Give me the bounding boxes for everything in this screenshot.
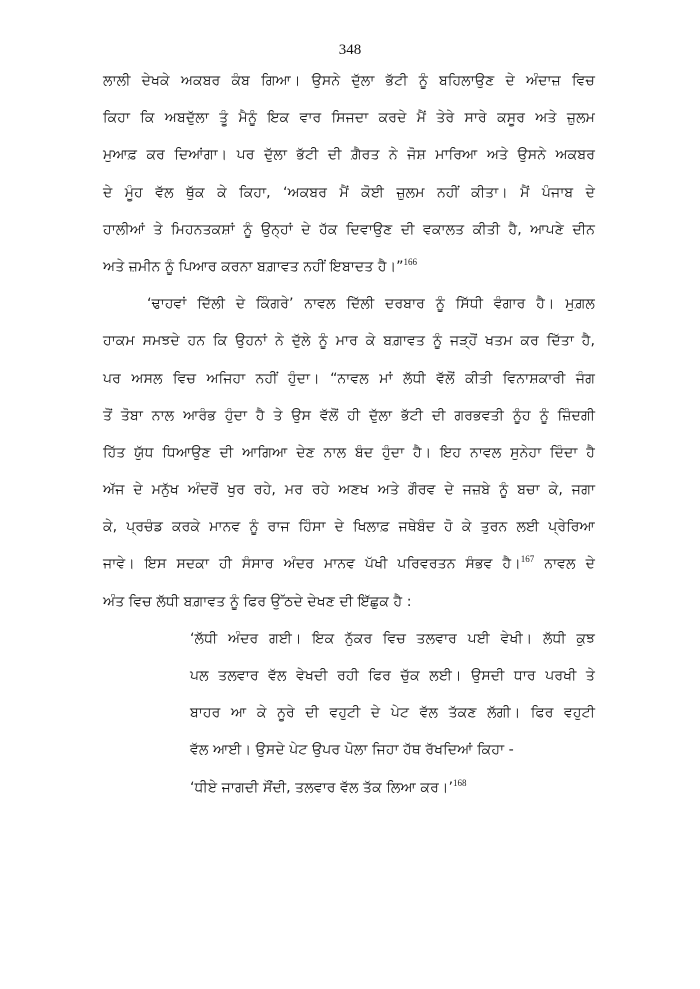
text-line: ਅੰਤ ਵਿਚ ਲੱਧੀ ਬਗ਼ਾਵਤ ਨੂੰ ਫਿਰ ਉੱਠਦੇ ਦੇਖਣ ਦੀ ਇੱਛੁਕ ਹੈ :	[103, 593, 412, 610]
footnote-ref-167: 167	[520, 554, 535, 565]
quote-line: ਵੱਲ ਆਈ। ਉਸਦੇ ਪੇਟ ਉਪਰ ਪੋਲਾ ਜਿਹਾ ਹੱਥ ਰੱਖਦਿਆਂ ਕਿਹਾ -	[190, 742, 514, 759]
text-line-content: ਅਤੇ ਜ਼ਮੀਨ ਨੂੰ ਪਿਆਰ ਕਰਨਾ ਬਗ਼ਾਵਤ ਨਹੀਂ ਇਬਾਦਤ ਹੈ।”	[103, 258, 404, 275]
text-line-tail: ਨਾਵਲ ਦੇ	[544, 556, 595, 573]
footnote-ref-168: 168	[452, 777, 467, 788]
text-line	[103, 546, 595, 583]
text-line: ਮੁਆਫ਼ ਕਰ ਦਿਆਂਗਾ। ਪਰ ਦੁੱਲਾ ਭੱਟੀ ਦੀ ਗ਼ੈਰਤ ਨੇ ਜੋਸ਼ ਮਾਰਿਆ ਅਤੇ ਉਸਨੇ ਅਕਬਰ	[103, 147, 595, 164]
text-line: ‘ਢਾਹਵਾਂ ਦਿੱਲੀ ਦੇ ਕਿੰਗਰੇ’ ਨਾਵਲ ਦਿੱਲੀ ਦਰਬਾਰ ਨੂੰ ਸਿੱਧੀ ਵੰਗਾਰ ਹੈ। ਮੁਗ਼ਲ	[147, 296, 595, 313]
paragraph-1	[103, 63, 595, 286]
text-line: ਦੇ ਮੂੰਹ ਵੱਲ ਥੁੱਕ ਕੇ ਕਿਹਾ, ‘ਅਕਬਰ ਮੈਂ ਕੋਈ ਜ਼ੁਲਮ ਨਹੀਂ ਕੀਤਾ। ਮੈਂ ਪੰਜਾਬ ਦੇ	[103, 184, 595, 201]
text-line: ਪਰ ਅਸਲ ਵਿਚ ਅਜਿਹਾ ਨਹੀਂ ਹੁੰਦਾ। “ਨਾਵਲ ਮਾਂ ਲੱਧੀ ਵੱਲੋਂ ਕੀਤੀ ਵਿਨਾਸ਼ਕਾਰੀ ਜੰਗ	[103, 370, 595, 387]
text-line-content: ਜਾਵੇ। ਇਸ ਸਦਕਾ ਹੀ ਸੰਸਾਰ ਅੰਦਰ ਮਾਨਵ ਪੱਖੀ ਪਰਿਵਰਤਨ ਸੰਭਵ ਹੈ।	[103, 556, 521, 573]
text-line: ਤੋਂ ਤੋਬਾ ਨਾਲ ਆਰੰਭ ਹੁੰਦਾ ਹੈ ਤੇ ਉਸ ਵੱਲੋਂ ਹੀ ਦੁੱਲਾ ਭੱਟੀ ਦੀ ਗਰਭਵਤੀ ਨੂੰਹ ਨੂੰ ਜ਼ਿੰਦਗੀ	[103, 407, 595, 424]
quote-line	[190, 770, 595, 807]
text-line: ਹਿੱਤ ਯੁੱਧ ਧਿਆਉਣ ਦੀ ਆਗਿਆ ਦੇਣ ਨਾਲ ਬੰਦ ਹੁੰਦਾ ਹੈ। ਇਹ ਨਾਵਲ ਸੁਨੇਹਾ ਦਿੰਦਾ ਹੈ	[103, 444, 595, 461]
page-number: 348	[338, 42, 362, 58]
block-quote	[190, 621, 595, 807]
quote-line: ‘ਲੱਧੀ ਅੰਦਰ ਗਈ। ਇਕ ਨੁੱਕਰ ਵਿਚ ਤਲਵਾਰ ਪਈ ਵੇਖੀ। ਲੱਧੀ ਕੁਝ	[190, 630, 595, 647]
quote-line: ਬਾਹਰ ਆ ਕੇ ਨੂਰੇ ਦੀ ਵਹੁਟੀ ਦੇ ਪੇਟ ਵੱਲ ਤੱਕਣ ਲੱਗੀ। ਫਿਰ ਵਹੁਟੀ	[190, 705, 595, 722]
text-line: ਹਾਲੀਆਂ ਤੇ ਮਿਹਨਤਕਸ਼ਾਂ ਨੂੰ ਉਨ੍ਹਾਂ ਦੇ ਹੱਕ ਦਿਵਾਉਣ ਦੀ ਵਕਾਲਤ ਕੀਤੀ ਹੈ, ਆਪਣੇ ਦੀਨ	[103, 221, 595, 238]
paragraph-2	[103, 286, 595, 621]
body-text	[103, 63, 595, 807]
quote-line-content: ‘ਧੀਏ ਜਾਗਦੀ ਸੌਂਦੀ, ਤਲਵਾਰ ਵੱਲ ਤੱਕ ਲਿਆ ਕਰ।’	[190, 779, 453, 796]
text-line: ਕਿਹਾ ਕਿ ਅਬਦੁੱਲਾ ਤੂੰ ਮੈਨੂੰ ਇਕ ਵਾਰ ਸਿਜਦਾ ਕਰਦੇ ਮੈਂ ਤੇਰੇ ਸਾਰੇ ਕਸੂਰ ਅਤੇ ਜ਼ੁਲਮ	[103, 110, 595, 127]
footnote-ref-166: 166	[403, 256, 418, 267]
text-line	[103, 249, 595, 286]
text-line: ਕੇ, ਪ੍ਰਚੰਡ ਕਰਕੇ ਮਾਨਵ ਨੂੰ ਰਾਜ ਹਿੰਸਾ ਦੇ ਖਿਲਾਫ਼ ਜਥੇਬੰਦ ਹੋ ਕੇ ਤੁਰਨ ਲਈ ਪ੍ਰੇਰਿਆ	[103, 519, 595, 536]
text-line: ਅੱਜ ਦੇ ਮਨੁੱਖ ਅੰਦਰੋਂ ਖੁਰ ਰਹੇ, ਮਰ ਰਹੇ ਅਣਖ ਅਤੇ ਗੌਰਵ ਦੇ ਜਜ਼ਬੇ ਨੂੰ ਬਚਾ ਕੇ, ਜਗਾ	[103, 482, 595, 499]
quote-line: ਪਲ ਤਲਵਾਰ ਵੱਲ ਵੇਖਦੀ ਰਹੀ ਫਿਰ ਚੁੱਕ ਲਈ। ਉਸਦੀ ਧਾਰ ਪਰਖੀ ਤੇ	[190, 668, 595, 684]
text-line: ਲਾਲੀ ਦੇਖਕੇ ਅਕਬਰ ਕੰਬ ਗਿਆ। ਉਸਨੇ ਦੁੱਲਾ ਭੱਟੀ ਨੂੰ ਬਹਿਲਾਉਣ ਦੇ ਅੰਦਾਜ਼ ਵਿਚ	[103, 73, 595, 89]
text-line: ਹਾਕਮ ਸਮਝਦੇ ਹਨ ਕਿ ਉਹਨਾਂ ਨੇ ਦੁੱਲੇ ਨੂੰ ਮਾਰ ਕੇ ਬਗ਼ਾਵਤ ਨੂੰ ਜੜ੍ਹੋਂ ਖਤਮ ਕਰ ਦਿੱਤਾ ਹੈ,	[103, 333, 595, 350]
